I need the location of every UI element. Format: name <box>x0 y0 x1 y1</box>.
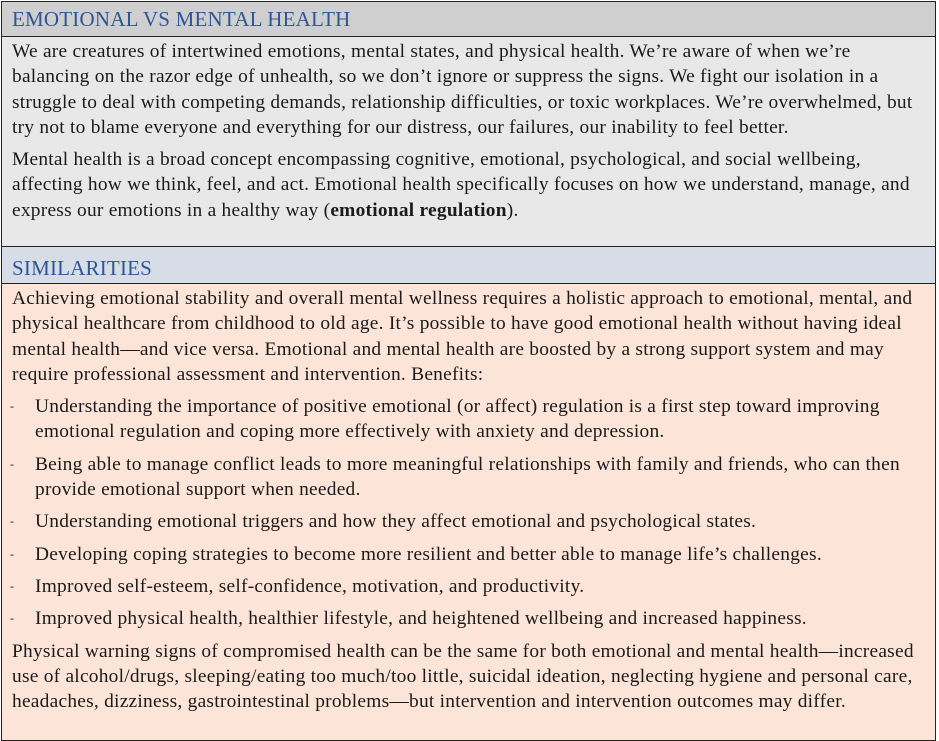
bullet-icon: - <box>10 546 15 561</box>
list-item-text: Understanding the importance of positive emotional (or affect) regulation is a first step toward improving emotional regulation and coping more effectively with anxiety and depression. <box>35 396 880 443</box>
paragraph <box>12 147 925 223</box>
section-body-similarities <box>2 284 935 740</box>
list-item-text: Improved self-esteem, self-confidence, motivation, and productivity. <box>35 575 585 597</box>
list-item-text: Understanding emotional triggers and how they affect emotional and psychological states. <box>35 511 757 533</box>
list-item <box>12 394 925 445</box>
section-body-emotional-vs-mental <box>2 37 935 246</box>
info-table <box>1 1 936 741</box>
list-item <box>12 542 925 567</box>
bullet-icon: - <box>10 611 15 626</box>
list-item-text: Improved physical health, healthier lifestyle, and heightened wellbeing and increased happiness. <box>35 608 807 630</box>
section-title-similarities: SIMILARITIES <box>2 246 935 284</box>
paragraph: Achieving emotional stability and overall mental wellness requires a holistic approach to emotional, mental, and physical healthcare from childhood to old age. It’s possible to have good emotional health without having ideal mental health—and vice versa. Emotional and mental health are boosted by a strong support system and may require professional assessment and intervention. Benefits: <box>12 288 913 385</box>
list-item-text: Being able to manage conflict leads to more meaningful relationships with family and friends, who can then provide emotional support when needed. <box>35 453 900 501</box>
text: Mental health is a broad concept encompassing cognitive, emotional, psychological, and social wellbeing, affecting how we think, feel, and act. Emotional health specifically focuses on how we understand, manage, and express our emotions in a healthy way ( <box>12 149 910 221</box>
bullet-icon: - <box>10 399 15 414</box>
list-item-text: Developing coping strategies to become more resilient and better able to manage life’s challenges. <box>35 543 822 565</box>
bullet-icon: - <box>10 578 15 593</box>
paragraph: We are creatures of intertwined emotions, mental states, and physical health. We’re aware of when we’re balancing on the razor edge of unhealth, so we don’t ignore or suppress the signs. We fight our isolation in a struggle to deal with competing demands, relationship difficulties, or toxic workplaces. We’re overwhelmed, but try not to blame everyone and everything for our distress, our failures, our inability to feel better. <box>12 41 913 138</box>
paragraph: Physical warning signs of compromised health can be the same for both emotional and mental health—increased use of alcohol/drugs, sleeping/eating too much/too little, suicidal ideation, neglecting hygiene and personal care, headaches, dizziness, gastrointestinal problems—but intervention and intervention outcomes may differ. <box>12 640 914 713</box>
bold-term: emotional regulation <box>330 199 507 221</box>
benefits-list <box>12 394 925 631</box>
section-title-emotional-vs-mental: EMOTIONAL VS MENTAL HEALTH <box>2 2 935 37</box>
list-item <box>12 509 925 534</box>
text: ). <box>506 199 519 221</box>
bullet-icon: - <box>10 456 15 471</box>
list-item <box>12 452 925 503</box>
bullet-icon: - <box>10 514 15 529</box>
list-item <box>12 606 925 631</box>
list-item <box>12 574 925 599</box>
